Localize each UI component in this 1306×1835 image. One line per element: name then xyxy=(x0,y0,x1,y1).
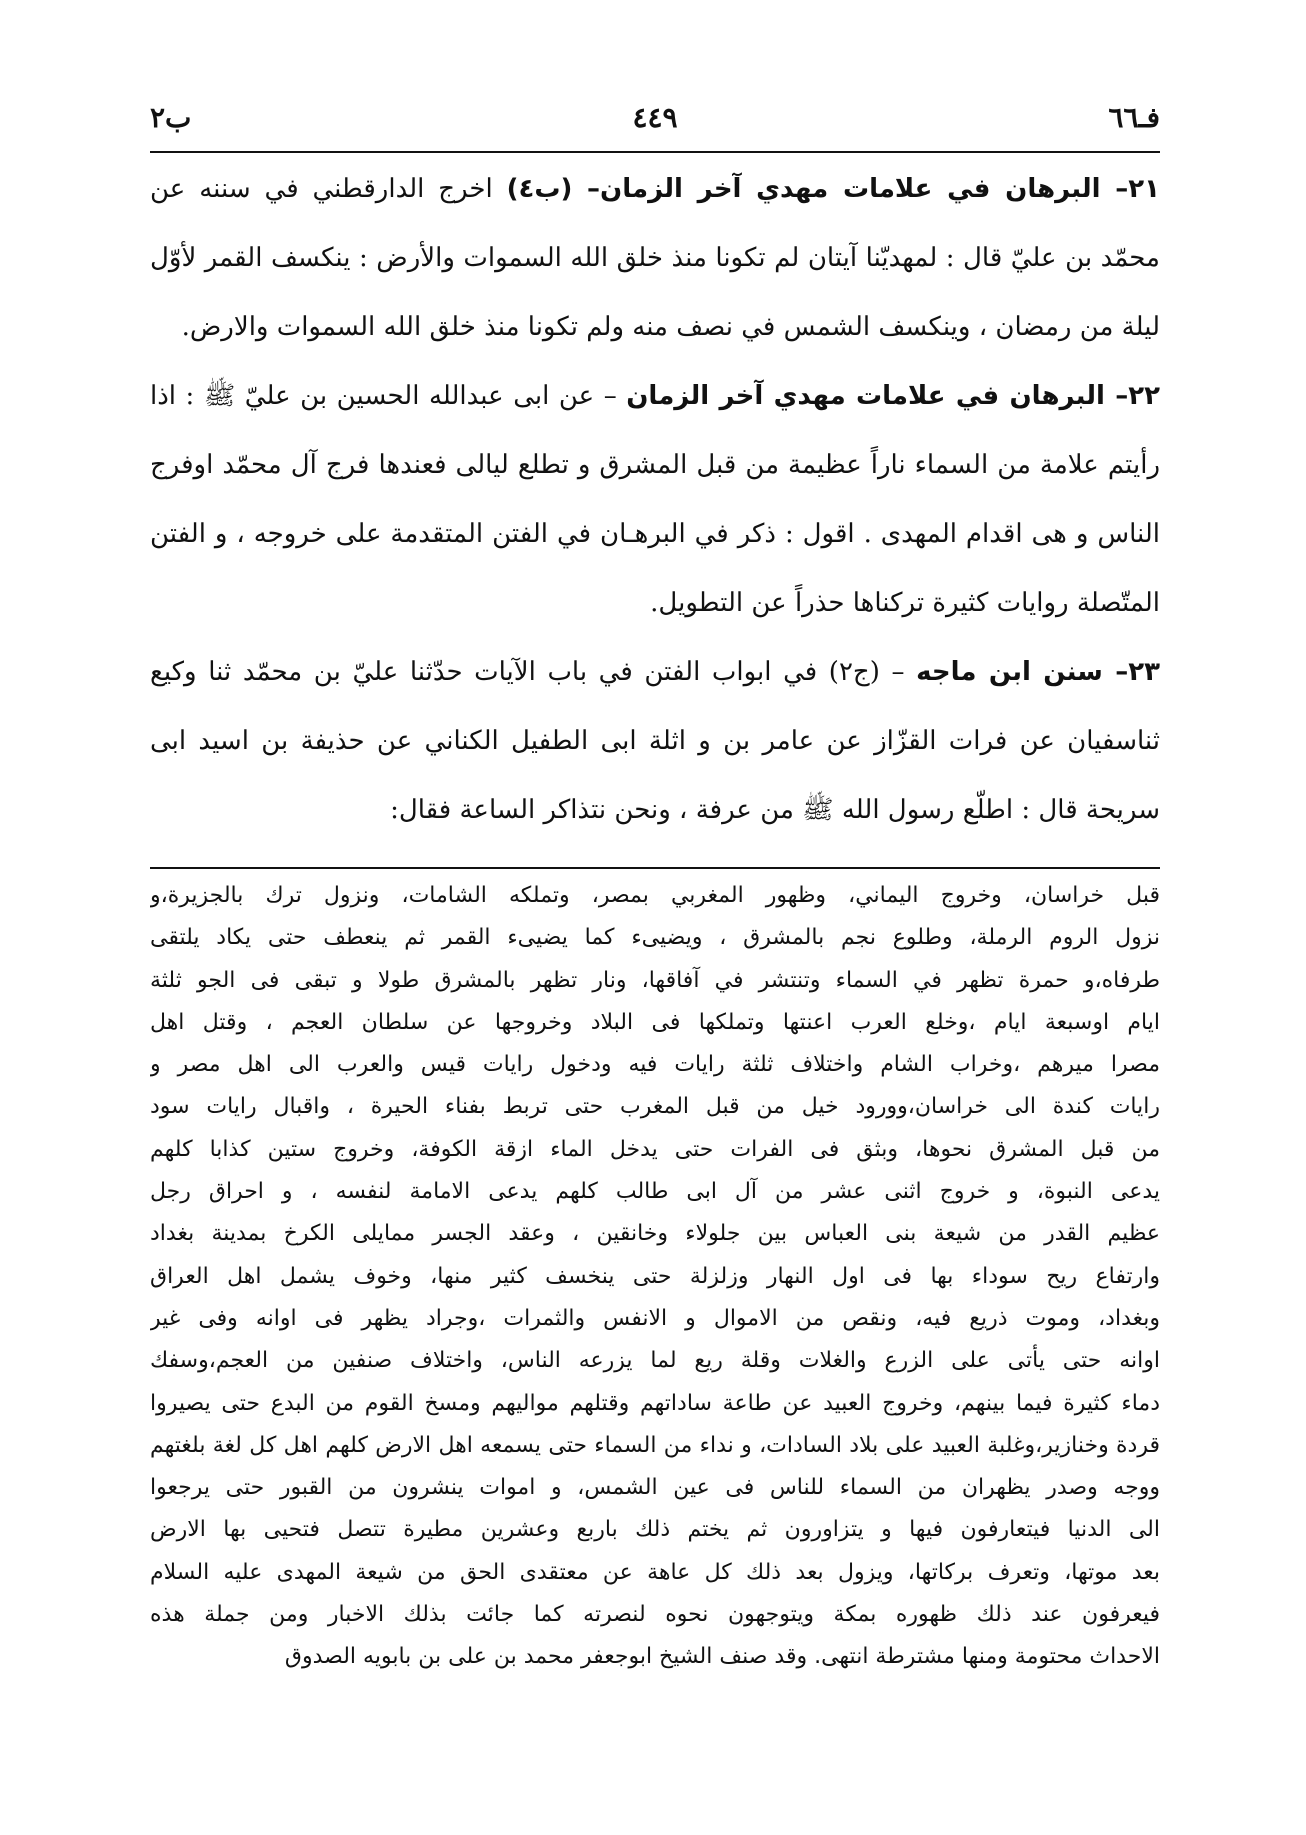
footnote-line: يدعى النبوة، و خروج اثنى عشر من آل ابى طالب كلهم يدعى الامامة لنفسه ، و احراق رجل xyxy=(150,1179,1160,1205)
footnote-line: مصرا ميرهم ،وخراب الشام واختلاف ثلثة رايات فيه ودخول رايات قيس والعرب الى اهل مصر و xyxy=(150,1052,1160,1078)
footnote-line: اوانه حتى يأتى على الزرع والغلات وقلة ريع لما يزرعه الناس، واختلاف صنفين من العجم،وسفك xyxy=(150,1348,1160,1374)
footnote-line: بعد موتها، وتعرف بركاتها، ويزول بعد ذلك كل عاهة عن معتقدى الحق من شيعة المهدى عليه السلام xyxy=(150,1559,1160,1585)
footnote-block xyxy=(150,875,1160,1679)
footnote-line: ايام اوسبعة ايام ،وخلع العرب اعنتها وتملكها فى البلاد وخروجها عن سلطان العجم ، وقتل اهل xyxy=(150,1009,1160,1035)
page-header xyxy=(150,95,1160,141)
footnote-line: ووجه وصدر يظهران من السماء للناس فى عين الشمس، و اموات ينشرون من القبور حتى يرجعوا xyxy=(150,1475,1160,1501)
page-number: ٤٤٩ xyxy=(632,101,678,134)
paragraph-body: اخرج الدارقطني في سننه عن محمّد بن عليّ قال : لمهديّنا آيتان لم تكونا منذ خلق الله السموات والأرض : ينكسف القمر لأوّل ليلة من رمضان ، وينكسف الشمس في نصف منه ولم تكونا منذ خلق الله السموات والارض. xyxy=(150,174,1160,342)
footnote-line: وارتفاع ريح سوداء بها فى اول النهار وزلزلة حتى ينخسف كثير منها، وخوف يشمل اهل العراق xyxy=(150,1263,1160,1289)
footnote-rule xyxy=(150,867,1160,869)
footnote-line: قردة وخنازير،وغلبة العبيد على بلاد السادات، و نداء من السماء حتى يسمعه اهل الارض كلهم اهل كل لغة بلغتهم xyxy=(150,1432,1160,1458)
header-rule xyxy=(150,151,1160,153)
paragraph-22 xyxy=(150,362,1160,638)
footnote-line: نزول الروم الرملة، وطلوع نجم بالمشرق ، ويضيىء كما يضيىء القمر ثم ينعطف حتى يكاد يلتقى xyxy=(150,925,1160,951)
footnote-line: طرفاه،و حمرة تظهر في السماء وتنتشر في آفاقها، ونار تظهر بالمشرق طولا و تبقى فى الجو ثلثة xyxy=(150,967,1160,993)
paragraph-23 xyxy=(150,638,1160,845)
header-left-marker: ب۲ xyxy=(150,101,192,134)
footnote-line: وبغداد، وموت ذريع فيه، ونقص من الاموال و الانفس والثمرات ،وجراد يظهر فى اوانه وفى غير xyxy=(150,1305,1160,1331)
footnote-line: رايات كندة الى خراسان،وورود خيل من قبل المغرب حتى تربط بفناء الحيرة ، واقبال رايات سود xyxy=(150,1094,1160,1120)
footnote-line: الى الدنيا فيتعارفون فيها و يتزاورون ثم يختم ذلك باربع وعشرين مطيرة تتصل فتحيى بها الارض xyxy=(150,1517,1160,1543)
footnote-line: من قبل المشرق نحوها، وبثق فى الفرات حتى يدخل الماء ازقة الكوفة، وخروج ستين كذابا كلهم xyxy=(150,1136,1160,1162)
document-page xyxy=(150,95,1160,1815)
paragraph-heading: ٢٣– سنن ابن ماجه xyxy=(916,657,1160,687)
main-text xyxy=(150,155,1160,845)
footnote-line: الاحداث محتومة ومنها مشترطة انتهى. وقد صنف الشيخ ابوجعفر محمد بن على بن بابويه الصدوق xyxy=(284,1644,1160,1670)
paragraph-heading: ٢٢– البرهان في علامات مهدي آخر الزمان xyxy=(626,381,1160,411)
paragraph-body: – عن ابى عبدالله الحسين بن عليّ ﷺ : اذا رأيتم علامة من السماء ناراً عظيمة من قبل المشرق و تطلع ليالى فعندها فرج آل محمّد اوفرج الناس و هى اقدام المهدى . اقول : ذكر في البرهـان في الفتن المتقدمة على خروجه ، و الفتن المتّصلة روايات كثيرة تركناها حذراً عن التطويل. xyxy=(150,381,1160,618)
footnote-line: عظيم القدر من شيعة بنى العباس بين جلولاء وخانقين ، وعقد الجسر ممايلى الكرخ بمدينة بغداد xyxy=(150,1221,1160,1247)
footnote-line: قبل خراسان، وخروج اليماني، وظهور المغربي بمصر، وتملكه الشامات، ونزول ترك بالجزيرة،و xyxy=(150,883,1160,908)
paragraph-21 xyxy=(150,155,1160,362)
footnote-line: دماء كثيرة فيما بينهم، وخروج العبيد عن طاعة ساداتهم وقتلهم مواليهم ومسخ القوم من البدع حتى يصيروا xyxy=(150,1390,1160,1416)
header-right-marker: فـ٦٦ xyxy=(1108,101,1160,134)
footnote-line: فيعرفون عند ذلك ظهوره بمكة ويتوجهون نحوه لنصرته كما جائت بذلك الاخبار ومن جملة هذه xyxy=(150,1602,1160,1628)
paragraph-heading: ٢١– البرهان في علامات مهدي آخر الزمان– (ب٤) xyxy=(506,174,1161,204)
paragraph-body: – (ج٢) في ابواب الفتن في باب الآيات حدّثنا عليّ بن محمّد ثنا وكيع ثناسفيان عن فرات القزّاز عن عامر بن و اثلة ابى الطفيل الكناني عن حذيفة بن اسيد ابى سريحة قال : اطلّع رسول الله ﷺ من عرفة ، ونحن نتذاكر الساعة فقال: xyxy=(150,657,1160,825)
